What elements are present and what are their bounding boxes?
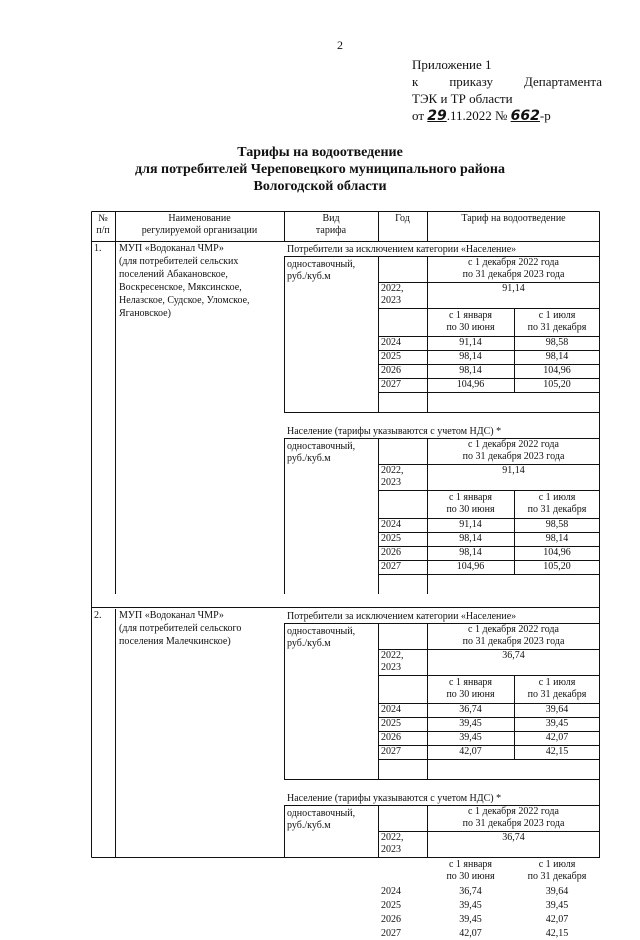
category-label: Население (тарифы указываются с учетом НДС) * [287, 426, 502, 437]
tariff-value: 42,07 [459, 928, 482, 939]
tariff-value: 91,14 [502, 283, 525, 294]
year-cell: 2023 [381, 662, 401, 673]
tariff-value: 39,64 [545, 886, 569, 897]
half-year-label: с 1 июля [538, 677, 576, 688]
appendix-word: к [412, 74, 419, 89]
year-cell: 2022, [381, 832, 404, 843]
half-year-label: по 30 июня [446, 322, 495, 333]
tariff-value: 98,14 [459, 547, 482, 558]
header-org: Наименование [168, 213, 231, 224]
title-line: Вологодской области [253, 179, 387, 194]
title-line: Тарифы на водоотведение [237, 145, 403, 160]
date-rest: .11.2022 № [446, 108, 508, 123]
half-year-label: по 30 июня [446, 689, 495, 700]
year-cell: 2024 [381, 337, 401, 348]
half-year-label: с 1 января [448, 492, 493, 503]
order-number-handwritten: 662 [510, 108, 540, 124]
half-year-label: с 1 января [448, 859, 493, 870]
year-cell: 2026 [381, 914, 401, 925]
appendix-line3: ТЭК и ТР области [412, 91, 513, 106]
half-year-label: с 1 июля [538, 859, 576, 870]
tariff-value: 98,14 [545, 351, 569, 362]
tariff-kind: одноставочный, [287, 808, 356, 819]
appendix-block [412, 56, 602, 125]
period-label: по 31 декабря 2023 года [462, 451, 565, 462]
tariff-value: 42,15 [545, 746, 569, 757]
year-cell: 2026 [381, 547, 401, 558]
tariff-value: 39,45 [459, 718, 482, 729]
header-tariff: Тариф на водоотведение [461, 213, 566, 224]
tariff-value: 42,07 [545, 732, 569, 743]
half-year-label: с 1 января [448, 310, 493, 321]
tariff-value: 39,45 [545, 900, 569, 911]
tariff-value: 39,64 [545, 704, 569, 715]
tariff-table [91, 211, 600, 939]
tariff-value: 98,14 [545, 533, 569, 544]
tariff-kind: одноставочный, [287, 441, 356, 452]
period-label: с 1 декабря 2022 года [468, 439, 559, 450]
tariff-value: 36,74 [502, 650, 525, 661]
tariff-value: 105,20 [543, 561, 571, 572]
year-cell: 2026 [381, 365, 401, 376]
appendix-date-line [412, 107, 602, 125]
year-cell: 2024 [381, 519, 401, 530]
half-year-label: с 1 июля [538, 492, 576, 503]
tariff-value: 39,45 [459, 914, 482, 925]
tariff-kind: руб./куб.м [287, 453, 331, 464]
tariff-value: 39,45 [545, 718, 569, 729]
header-num: п/п [96, 225, 110, 236]
org-name-line: МУП «Водоканал ЧМР» [119, 243, 224, 254]
year-cell: 2027 [381, 379, 401, 390]
org-name-line: поселений Абакановское, [119, 269, 228, 280]
tariff-value: 36,74 [502, 832, 525, 843]
period-label: с 1 декабря 2022 года [468, 624, 559, 635]
year-cell: 2024 [381, 704, 401, 715]
tariff-value: 91,14 [459, 519, 482, 530]
half-year-label: с 1 января [448, 677, 493, 688]
year-cell: 2025 [381, 533, 401, 544]
header-kind: тарифа [315, 225, 347, 236]
appendix-word: Департамента [523, 74, 602, 89]
category-label: Население (тарифы указываются с учетом НДС) * [287, 793, 502, 804]
year-cell: 2025 [381, 900, 401, 911]
year-cell: 2026 [381, 732, 401, 743]
header-org: регулируемой организации [141, 225, 258, 236]
year-cell: 2027 [381, 928, 401, 939]
tariff-kind: руб./куб.м [287, 271, 331, 282]
page-number: 2 [337, 38, 343, 52]
date-prefix: от [412, 108, 425, 123]
tariff-kind: одноставочный, [287, 626, 356, 637]
half-year-label: по 30 июня [446, 504, 495, 515]
header-kind: Вид [322, 213, 340, 224]
half-year-label: по 31 декабря [527, 322, 587, 333]
tariff-value: 104,96 [456, 561, 485, 572]
tariff-value: 42,15 [545, 928, 569, 939]
year-cell: 2022, [381, 465, 404, 476]
period-label: по 31 декабря 2023 года [462, 818, 565, 829]
tariff-value: 105,20 [543, 379, 571, 390]
tariff-value: 98,58 [545, 337, 569, 348]
appendix-word: приказу [449, 74, 493, 89]
year-cell: 2025 [381, 351, 401, 362]
year-cell: 2027 [381, 561, 401, 572]
year-cell: 2027 [381, 746, 401, 757]
entry-number: 2. [94, 610, 102, 621]
appendix-line1: Приложение 1 [412, 57, 492, 72]
tariff-value: 98,14 [459, 365, 482, 376]
tariff-kind: руб./куб.м [287, 820, 331, 831]
tariff-value: 104,96 [543, 547, 571, 558]
tariff-value: 104,96 [543, 365, 571, 376]
tariff-value: 42,07 [545, 914, 569, 925]
half-year-label: с 1 июля [538, 310, 576, 321]
org-name-line: (для потребителей сельских [119, 256, 239, 267]
tariff-kind: руб./куб.м [287, 638, 331, 649]
tariff-value: 36,74 [459, 886, 482, 897]
order-suffix: -р [539, 108, 551, 123]
tariff-value: 39,45 [459, 900, 482, 911]
org-name-line: МУП «Водоканал ЧМР» [119, 610, 224, 621]
entry-number: 1. [94, 243, 102, 254]
half-year-label: по 31 декабря [527, 871, 587, 882]
category-label: Потребители за исключением категории «Население» [287, 244, 517, 255]
tariff-value: 104,96 [456, 379, 485, 390]
appendix-line2 [412, 73, 602, 90]
org-name-line: Воскресенское, Мяксинское, [119, 282, 242, 293]
period-label: по 31 декабря 2023 года [462, 269, 565, 280]
org-name-line: Нелазское, Судское, Уломское, [119, 295, 250, 306]
half-year-label: по 31 декабря [527, 504, 587, 515]
header-num: № [98, 213, 108, 224]
tariff-value: 39,45 [459, 732, 482, 743]
year-cell: 2023 [381, 477, 401, 488]
period-label: с 1 декабря 2022 года [468, 257, 559, 268]
year-cell: 2022, [381, 650, 404, 661]
document-title [0, 144, 640, 195]
year-cell: 2024 [381, 886, 401, 897]
tariff-value: 98,14 [459, 533, 482, 544]
tariff-value: 98,14 [459, 351, 482, 362]
half-year-label: по 31 декабря [527, 689, 587, 700]
date-day-handwritten: 29 [427, 108, 447, 124]
year-cell: 2022, [381, 283, 404, 294]
year-cell: 2023 [381, 295, 401, 306]
tariff-value: 98,58 [545, 519, 569, 530]
title-line: для потребителей Череповецкого муниципального района [135, 162, 505, 177]
year-cell: 2023 [381, 844, 401, 855]
category-label: Потребители за исключением категории «Население» [287, 611, 517, 622]
period-label: с 1 декабря 2022 года [468, 806, 559, 817]
tariff-value: 36,74 [459, 704, 482, 715]
year-cell: 2025 [381, 718, 401, 729]
header-year: Год [395, 213, 410, 224]
org-name-line: Ягановское) [119, 308, 171, 319]
tariff-value: 91,14 [502, 465, 525, 476]
tariff-value: 91,14 [459, 337, 482, 348]
period-label: по 31 декабря 2023 года [462, 636, 565, 647]
tariff-value: 42,07 [459, 746, 482, 757]
tariff-kind: одноставочный, [287, 259, 356, 270]
org-name-line: (для потребителей сельского [119, 623, 242, 634]
org-name-line: поселения Малечкинское) [119, 636, 231, 647]
half-year-label: по 30 июня [446, 871, 495, 882]
